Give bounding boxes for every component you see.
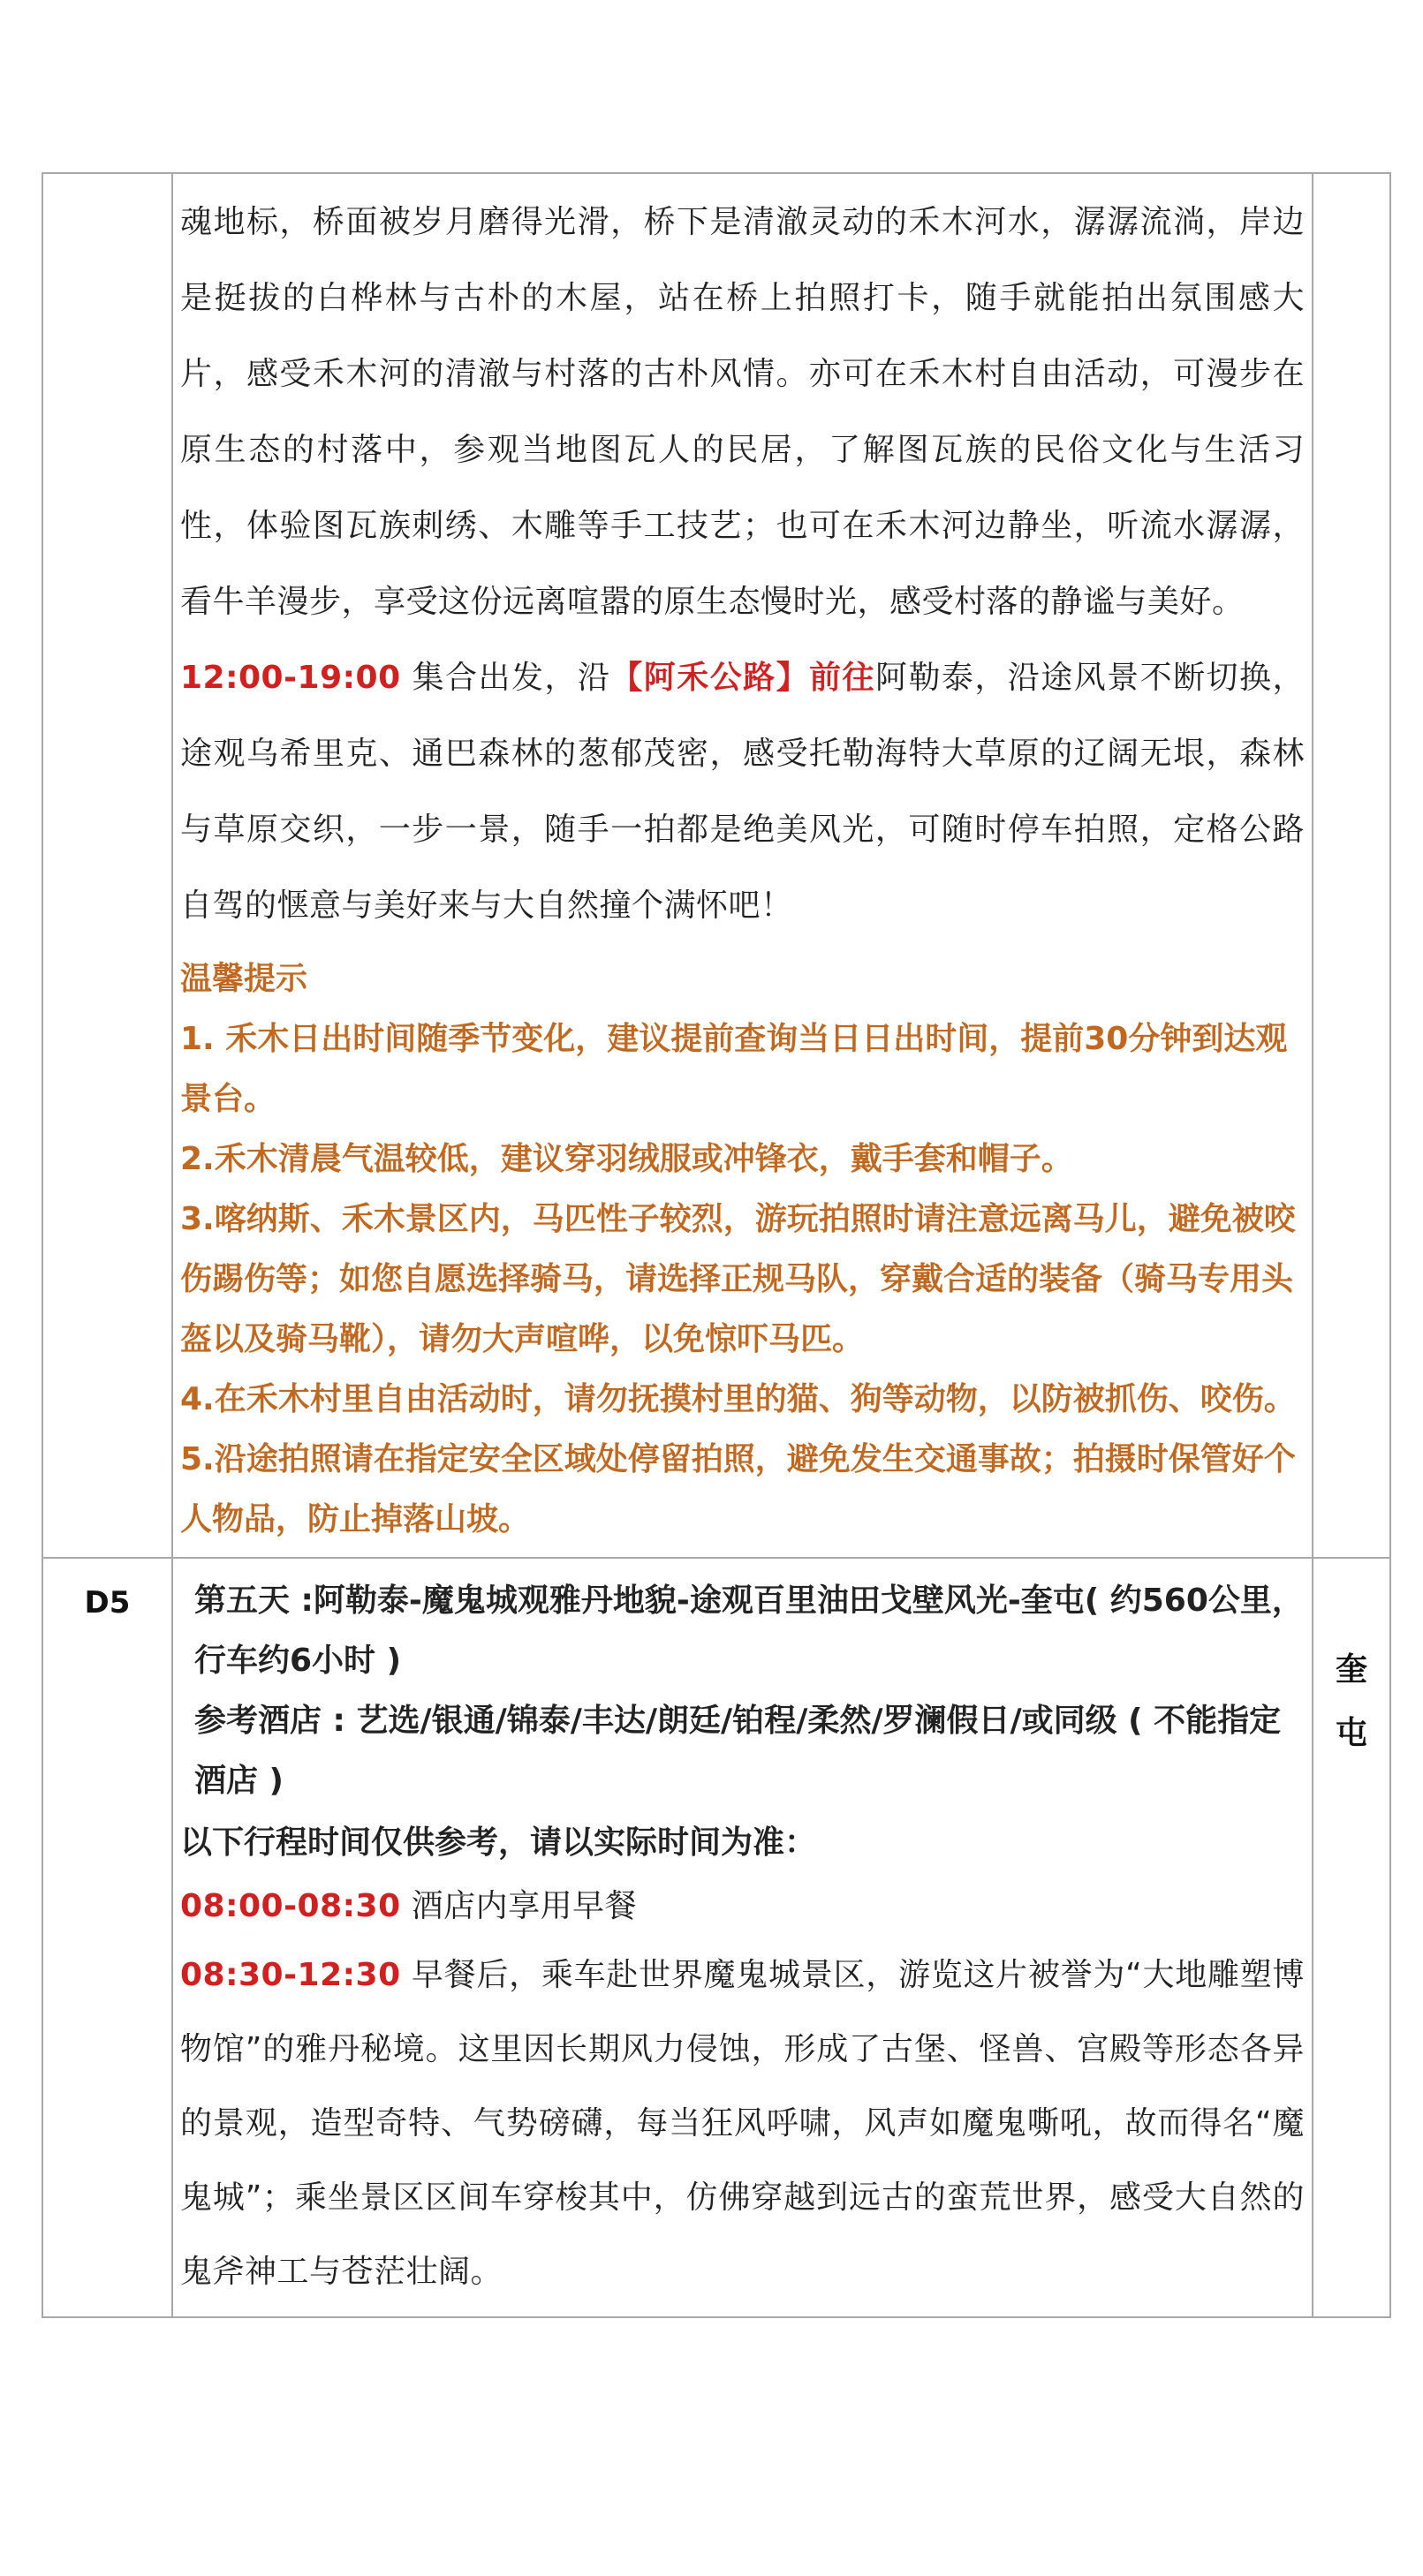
tip-item: 1. 禾木日出时间随季节变化，建议提前查询当日日出时间，提前30分钟到达观景台。 xyxy=(180,1021,1288,1117)
day-cell-empty xyxy=(42,173,172,1558)
schedule-text: 酒店内享用早餐 xyxy=(411,1888,638,1924)
schedule-text: 早餐后，乘车赴世界魔鬼城景区，游览这片被誉为“大地雕塑博物馆”的雅丹秘境。这里因长期风力侵蚀，形成了古堡、怪兽、宫殿等形态各异的景观，造型奇特、气势磅礴，每当狂风呼啸，风声如魔鬼嘶吼，故而得名“魔鬼城”；乘坐景区区间车穿梭其中，仿佛穿越到远古的蛮荒世界，感受大自然的鬼斧神工与苍茫壮阔。 xyxy=(180,1957,1305,2290)
day-body-cell xyxy=(172,173,1313,1558)
time-range: 12:00-19:00 xyxy=(180,660,401,696)
overnight-city xyxy=(1313,1559,1389,1765)
reference-hotel: 参考酒店 : 艺选/银通/锦泰/丰达/朗廷/铂程/柔然/罗澜假日/或同级 ( 不能指定酒店 ) xyxy=(194,1703,1282,1799)
schedule-note: 以下行程时间仅供参考，请以实际时间为准： xyxy=(180,1824,817,1861)
paragraph-hemu-village: 魂地标，桥面被岁月磨得光滑，桥下是清澈灵动的禾木河水，潺潺流淌，岸边是挺拔的白桦林与古朴的木屋，站在桥上拍照打卡，随手就能拍出氛围感大片，感受禾木河的清澈与村落的古朴风情。亦可在禾木村自由活动，可漫步在原生态的村落中，参观当地图瓦人的民居，了解图瓦族的民俗文化与生活习性，体验图瓦族刺绣、木雕等手工技艺；也可在禾木河边静坐，听流水潺潺，看牛羊漫步，享受这份远离喧嚣的原生态慢时光，感受村落的静谧与美好。 xyxy=(180,204,1305,620)
tip-item: 2.禾木清晨气温较低，建议穿羽绒服或冲锋衣，戴手套和帽子。 xyxy=(180,1141,1073,1177)
day-cell xyxy=(42,1558,172,2317)
day-title: 第五天 :阿勒泰-魔鬼城观雅丹地貌-途观百里油田戈壁风光-奎屯( 约560公里，行车约6小时 ) xyxy=(194,1583,1304,1679)
route-highlight: 【阿禾公路】前往 xyxy=(610,660,875,696)
overnight-city-char: 奎 xyxy=(1335,1651,1367,1688)
day-body-cell xyxy=(172,1558,1313,2317)
itinerary-row-d4-continued xyxy=(42,173,1390,1558)
tip-item: 3.喀纳斯、禾木景区内，马匹性子较烈，游玩拍照时请注意远离马儿，避免被咬伤踢伤等；如您自愿选择骑马，请选择正规马队，穿戴合适的装备（骑马专用头盔以及骑马靴），请勿大声喧哗，以免惊吓马匹。 xyxy=(180,1201,1296,1357)
day-label: D5 xyxy=(84,1585,131,1620)
paragraph-text: 阿勒泰，沿途风景不断切换，途观乌希里克、通巴森林的葱郁茂密，感受托勒海特大草原的辽阔无垠，森林与草原交织，一步一景，随手一拍都是绝美风光，可随时停车拍照，定格公路自驾的惬意与美好来与大自然撞个满怀吧！ xyxy=(180,660,1305,924)
overnight-city-char: 屯 xyxy=(1335,1715,1367,1751)
schedule-item xyxy=(180,1938,1305,2309)
stay-cell xyxy=(1313,1558,1390,2317)
stay-cell-empty xyxy=(1313,173,1390,1558)
time-range: 08:00-08:30 xyxy=(180,1888,401,1924)
schedule-item xyxy=(180,1875,1305,1938)
tip-item: 5.沿途拍照请在指定安全区域处停留拍照，避免发生交通事故；拍摄时保管好个人物品，防止掉落山坡。 xyxy=(180,1441,1296,1537)
tips-title: 温馨提示 xyxy=(180,961,308,997)
itinerary-row-d5 xyxy=(42,1558,1390,2317)
tip-item: 4.在禾木村里自由活动时，请勿抚摸村里的猫、狗等动物，以防被抓伤、咬伤。 xyxy=(180,1381,1296,1417)
time-range: 08:30-12:30 xyxy=(180,1957,401,1993)
itinerary-table xyxy=(42,172,1391,2318)
paragraph-afternoon xyxy=(180,640,1305,944)
paragraph-text: 集合出发，沿 xyxy=(411,660,611,696)
